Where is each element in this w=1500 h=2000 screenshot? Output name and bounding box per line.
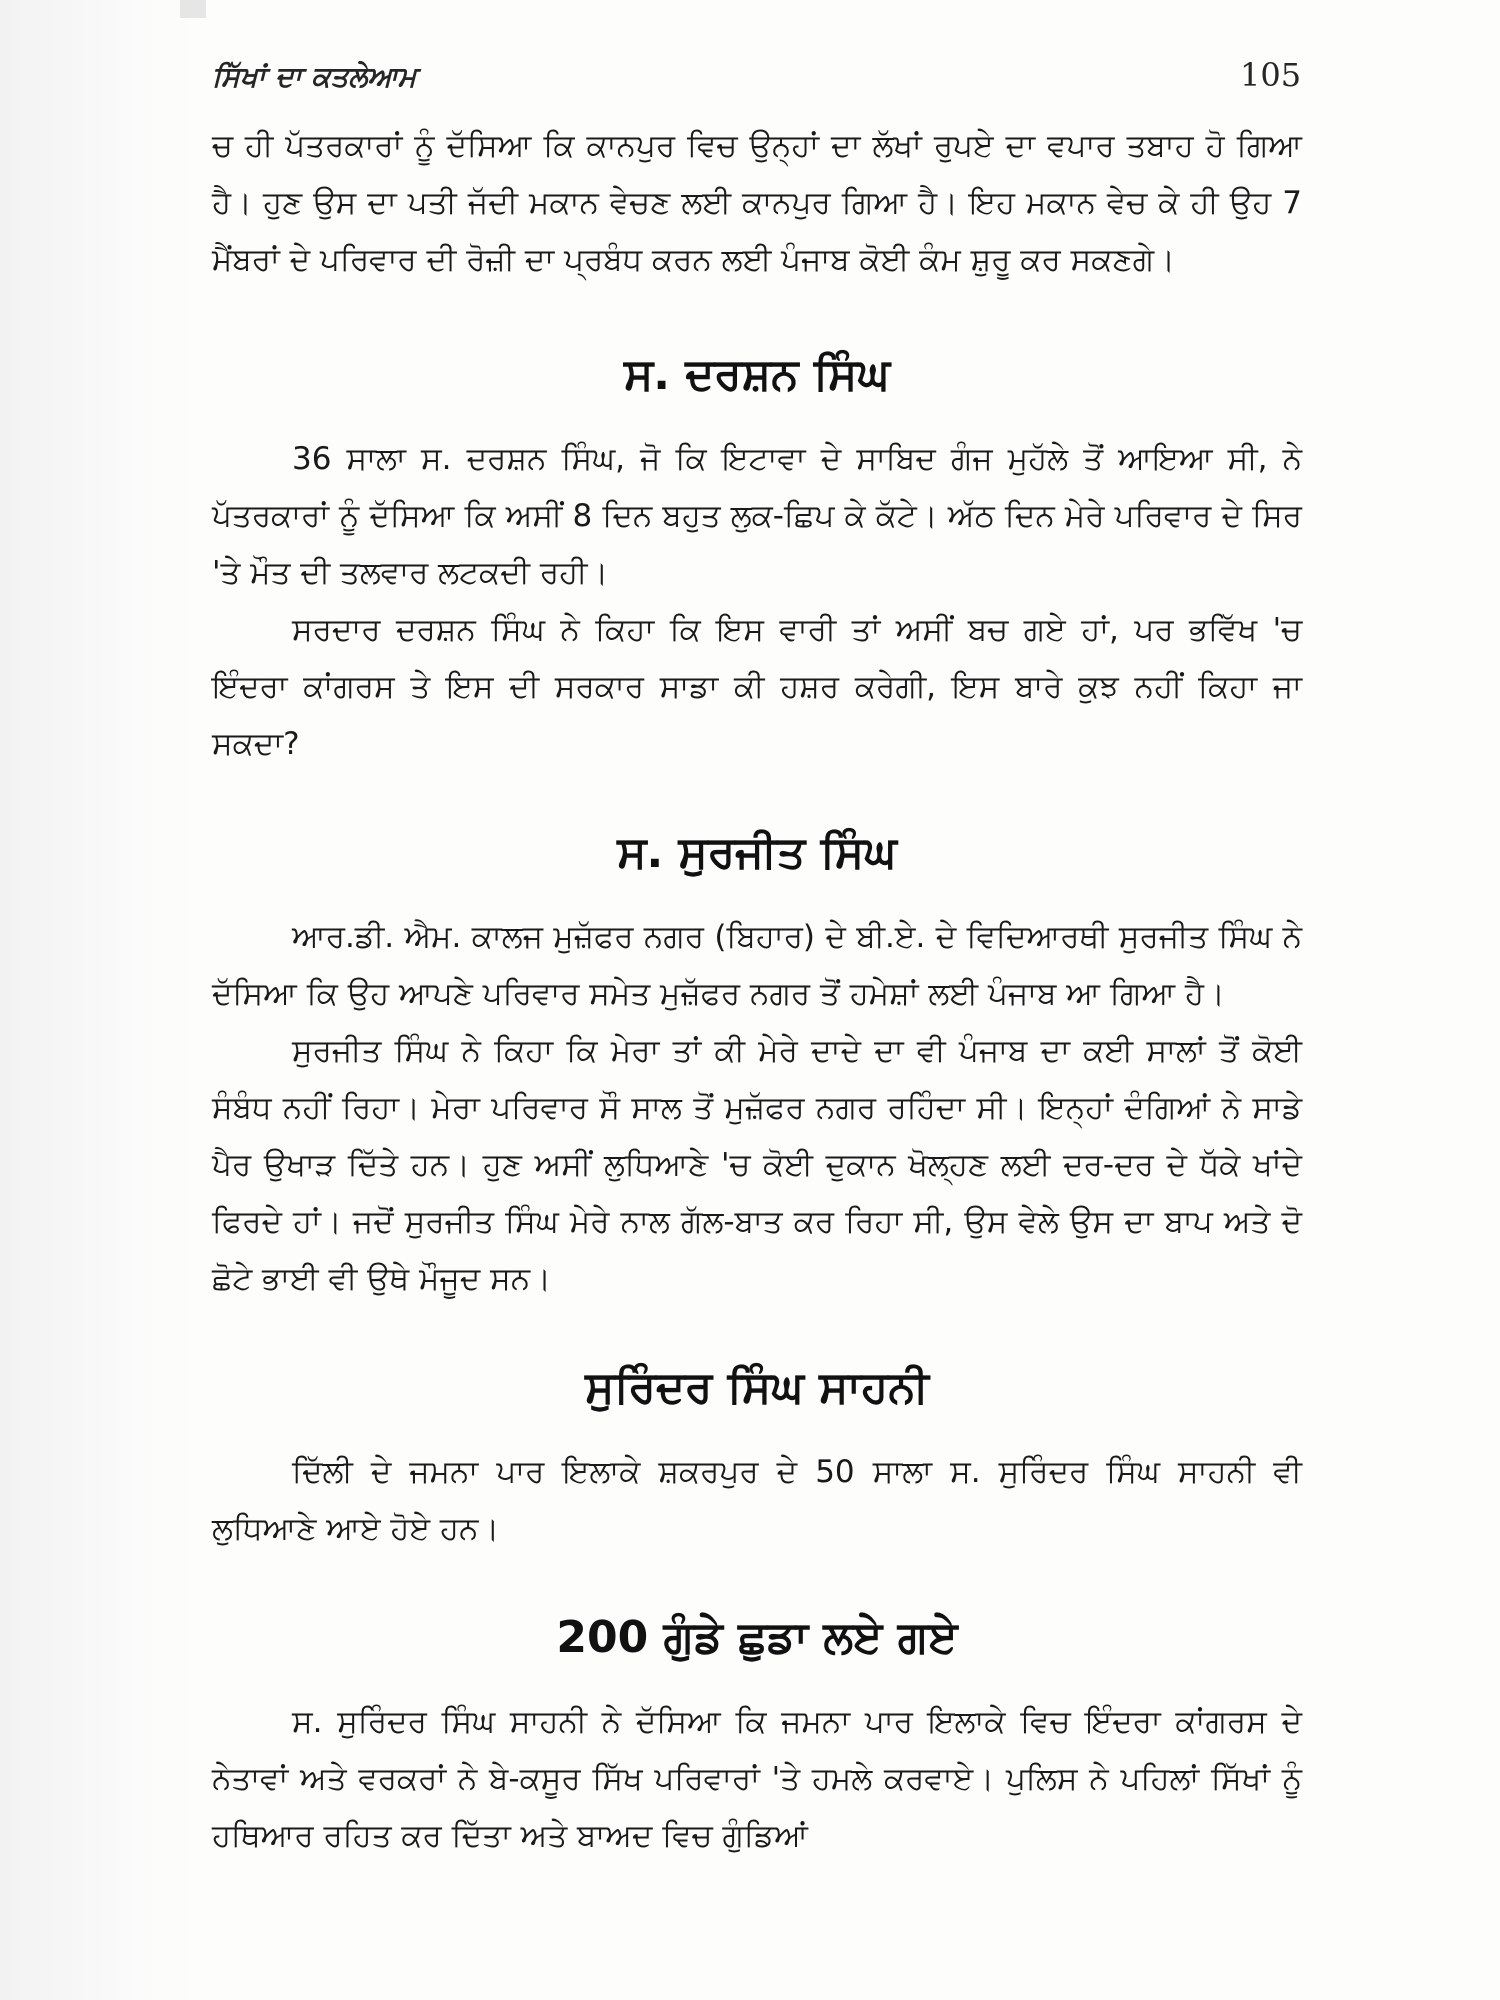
section-heading-surjit-singh: ਸ. ਸੁਰਜੀਤ ਸਿੰਘ xyxy=(617,827,897,878)
paragraph: 36 ਸਾਲਾ ਸ. ਦਰਸ਼ਨ ਸਿੰਘ, ਜੋ ਕਿ ਇਟਾਵਾ ਦੇ ਸਾਬਿਦ ਗੰਜ ਮੁਹੱਲੇ ਤੋਂ ਆਇਆ ਸੀ, ਨੇ ਪੱਤਰਕਾਰਾਂ ਨੂੰ ਦੱਸਿਆ ਕਿ ਅਸੀਂ 8 ਦਿਨ ਬਹੁਤ ਲੁਕ-ਛਿਪ ਕੇ ਕੱਟੇ। ਅੱਠ ਦਿਨ ਮੇਰੇ ਪਰਿਵਾਰ ਦੇ ਸਿਰ 'ਤੇ ਮੌਤ ਦੀ ਤਲਵਾਰ ਲਟਕਦੀ ਰਹੀ। xyxy=(212,441,1302,591)
opening-paragraph: ਚ ਹੀ ਪੱਤਰਕਾਰਾਂ ਨੂੰ ਦੱਸਿਆ ਕਿ ਕਾਨਪੁਰ ਵਿਚ ਉਨ੍ਹਾਂ ਦਾ ਲੱਖਾਂ ਰੁਪਏ ਦਾ ਵਪਾਰ ਤਬਾਹ ਹੋ ਗਿਆ ਹੈ। ਹੁਣ ਉਸ ਦਾ ਪਤੀ ਜੱਦੀ ਮਕਾਨ ਵੇਚਣ ਲਈ ਕਾਨਪੁਰ ਗਿਆ ਹੈ। ਇਹ ਮਕਾਨ ਵੇਚ ਕੇ ਹੀ ਉਹ 7 ਮੈਂਬਰਾਂ ਦੇ ਪਰਿਵਾਰ ਦੀ ਰੋਜ਼ੀ ਦਾ ਪ੍ਰਬੰਧ ਕਰਨ ਲਈ ਪੰਜਾਬ ਕੋਈ ਕੰਮ ਸ਼ੁਰੂ ਕਰ ਸਕਣਗੇ। xyxy=(212,128,1302,278)
section-heading-surinder-singh-sahni: ਸੁਰਿੰਦਰ ਸਿੰਘ ਸਾਹਨੀ xyxy=(585,1362,929,1413)
paragraph: ਸ. ਸੁਰਿੰਦਰ ਸਿੰਘ ਸਾਹਨੀ ਨੇ ਦੱਸਿਆ ਕਿ ਜਮਨਾ ਪਾਰ ਇਲਾਕੇ ਵਿਚ ਇੰਦਰਾ ਕਾਂਗਰਸ ਦੇ ਨੇਤਾਵਾਂ ਅਤੇ ਵਰਕਰਾਂ ਨੇ ਬੇ-ਕਸੂਰ ਸਿੱਖ ਪਰਿਵਾਰਾਂ 'ਤੇ ਹਮਲੇ ਕਰਵਾਏ। ਪੁਲਿਸ ਨੇ ਪਹਿਲਾਂ ਸਿੱਖਾਂ ਨੂੰ ਹਥਿਆਰ ਰਹਿਤ ਕਰ ਦਿੱਤਾ ਅਤੇ ਬਾਅਦ ਵਿਚ ਗੁੰਡਿਆਂ xyxy=(212,1704,1302,1854)
paragraph: ਆਰ.ਡੀ. ਐਮ. ਕਾਲਜ ਮੁਜ਼ੱਫਰ ਨਗਰ (ਬਿਹਾਰ) ਦੇ ਬੀ.ਏ. ਦੇ ਵਿਦਿਆਰਥੀ ਸੁਰਜੀਤ ਸਿੰਘ ਨੇ ਦੱਸਿਆ ਕਿ ਉਹ ਆਪਣੇ ਪਰਿਵਾਰ ਸਮੇਤ ਮੁਜ਼ੱਫਰ ਨਗਰ ਤੋਂ ਹਮੇਸ਼ਾਂ ਲਈ ਪੰਜਾਬ ਆ ਗਿਆ ਹੈ। xyxy=(212,919,1302,1012)
paragraph: ਦਿੱਲੀ ਦੇ ਜਮਨਾ ਪਾਰ ਇਲਾਕੇ ਸ਼ਕਰਪੁਰ ਦੇ 50 ਸਾਲਾ ਸ. ਸੁਰਿੰਦਰ ਸਿੰਘ ਸਾਹਨੀ ਵੀ ਲੁਧਿਆਣੇ ਆਏ ਹੋਏ ਹਨ। xyxy=(212,1454,1302,1547)
running-header-title: ਸਿੱਖਾਂ ਦਾ ਕਤਲੇਆਮ xyxy=(212,60,417,93)
section-heading-200-goons-freed: 200 ਗੁੰਡੇ ਛੁਡਾ ਲਏ ਗਏ xyxy=(556,1612,958,1663)
binding-shadow xyxy=(0,0,200,2000)
paragraph: ਸਰਦਾਰ ਦਰਸ਼ਨ ਸਿੰਘ ਨੇ ਕਿਹਾ ਕਿ ਇਸ ਵਾਰੀ ਤਾਂ ਅਸੀਂ ਬਚ ਗਏ ਹਾਂ, ਪਰ ਭਵਿੱਖ 'ਚ ਇੰਦਰਾ ਕਾਂਗਰਸ ਤੇ ਇਸ ਦੀ ਸਰਕਾਰ ਸਾਡਾ ਕੀ ਹਸ਼ਰ ਕਰੇਗੀ, ਇਸ ਬਾਰੇ ਕੁਝ ਨਹੀਂ ਕਿਹਾ ਜਾ ਸਕਦਾ? xyxy=(212,612,1302,762)
section-heading-darshan-singh: ਸ. ਦਰਸ਼ਨ ਸਿੰਘ xyxy=(623,349,891,400)
page-body xyxy=(212,118,1302,1865)
page-number: 105 xyxy=(1240,56,1302,94)
page-corner xyxy=(180,0,206,18)
paragraph: ਸੁਰਜੀਤ ਸਿੰਘ ਨੇ ਕਿਹਾ ਕਿ ਮੇਰਾ ਤਾਂ ਕੀ ਮੇਰੇ ਦਾਦੇ ਦਾ ਵੀ ਪੰਜਾਬ ਦਾ ਕਈ ਸਾਲਾਂ ਤੋਂ ਕੋਈ ਸੰਬੰਧ ਨਹੀਂ ਰਿਹਾ। ਮੇਰਾ ਪਰਿਵਾਰ ਸੌ ਸਾਲ ਤੋਂ ਮੁਜ਼ੱਫਰ ਨਗਰ ਰਹਿੰਦਾ ਸੀ। ਇਨ੍ਹਾਂ ਦੰਗਿਆਂ ਨੇ ਸਾਡੇ ਪੈਰ ਉਖਾੜ ਦਿੱਤੇ ਹਨ। ਹੁਣ ਅਸੀਂ ਲੁਧਿਆਣੇ 'ਚ ਕੋਈ ਦੁਕਾਨ ਖੋਲ੍ਹਣ ਲਈ ਦਰ-ਦਰ ਦੇ ਧੱਕੇ ਖਾਂਦੇ ਫਿਰਦੇ ਹਾਂ। ਜਦੋਂ ਸੁਰਜੀਤ ਸਿੰਘ ਮੇਰੇ ਨਾਲ ਗੱਲ-ਬਾਤ ਕਰ ਰਿਹਾ ਸੀ, ਉਸ ਵੇਲੇ ਉਸ ਦਾ ਬਾਪ ਅਤੇ ਦੋ ਛੋਟੇ ਭਾਈ ਵੀ ਉਥੇ ਮੌਜੂਦ ਸਨ। xyxy=(212,1033,1302,1297)
